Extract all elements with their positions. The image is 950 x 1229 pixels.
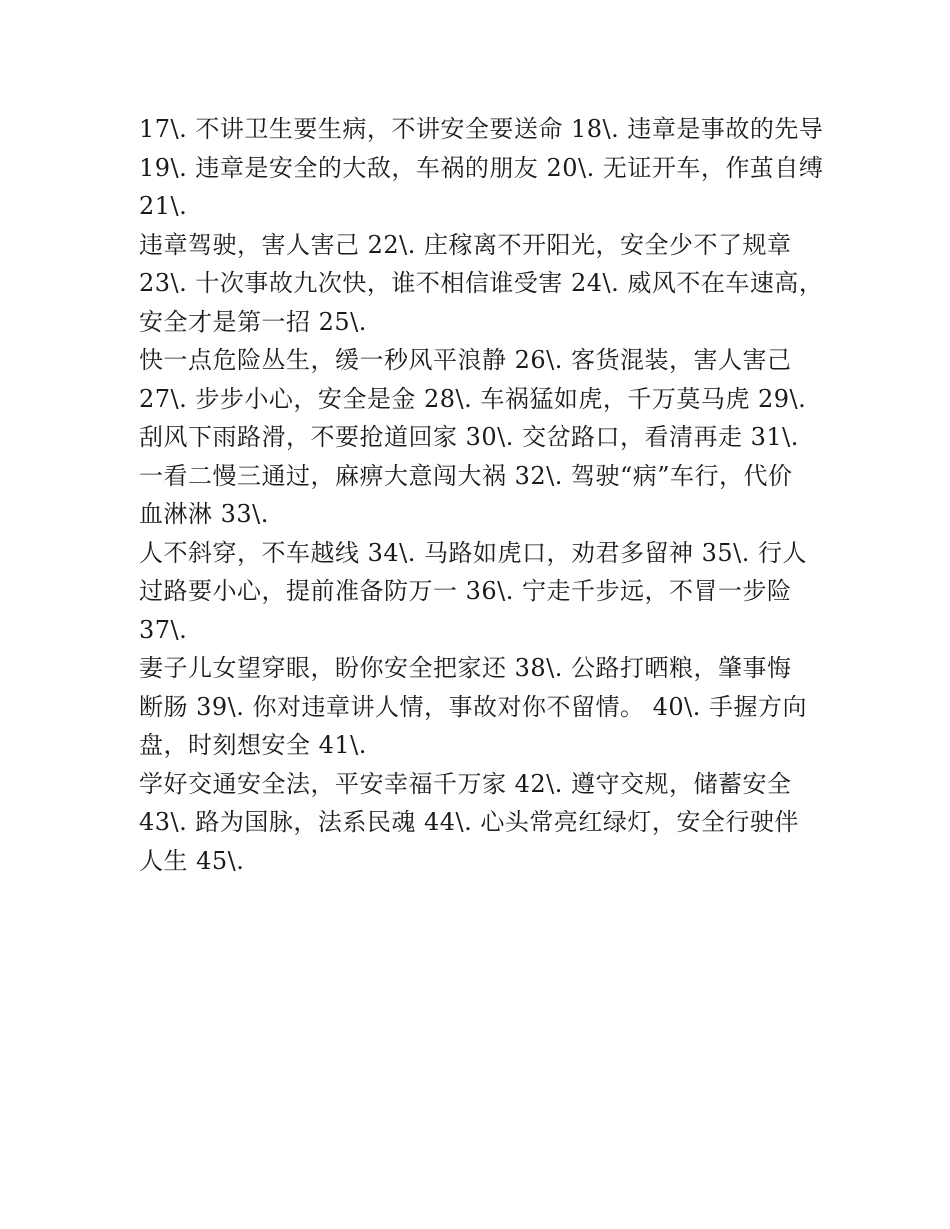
text-line: 快一点危险丛生，缓一秒风平浪静 26\. 客货混装，害人害己 xyxy=(139,346,792,374)
text-line: 43\. 路为国脉，法系民魂 44\. 心头常亮红绿灯，安全行驶伴 xyxy=(139,808,799,836)
text-line: 23\. 十次事故九次快，谁不相信谁受害 24\. 威风不在车速高， xyxy=(139,269,824,297)
document-body xyxy=(139,110,824,880)
text-line: 一看二慢三通过，麻痹大意闯大祸 32\. 驾驶“病”车行，代价 xyxy=(139,461,793,490)
text-line: 人不斜穿，不车越线 34\. 马路如虎口，劝君多留神 35\. 行人 xyxy=(139,538,808,567)
text-line: 学好交通安全法，平安幸福千万家 42\. 遵守交规，储蓄安全 xyxy=(139,769,792,798)
text-line: 人生 45\. xyxy=(139,846,245,875)
text-line: 违章驾驶，害人害己 22\. 庄稼离不开阳光，安全少不了规章 xyxy=(139,230,792,259)
text-line: 19\. 违章是安全的大敌，车祸的朋友 20\. 无证开车，作茧自缚 xyxy=(139,153,824,182)
text-line: 27\. 步步小心，安全是金 28\. 车祸猛如虎，千万莫马虎 29\. xyxy=(139,384,807,413)
text-line: 血淋淋 33\. xyxy=(139,500,269,528)
text-line: 断肠 39\. 你对违章讲人情，事故对你不留情。 40\. 手握方向 xyxy=(139,692,808,721)
text-line: 过路要小心，提前准备防万一 36\. 宁走千步远，不冒一步险 xyxy=(139,577,792,605)
text-line: 妻子儿女望穿眼，盼你安全把家还 38\. 公路打晒粮，肇事悔 xyxy=(139,654,792,682)
text-line: 安全才是第一招 25\. xyxy=(139,307,367,336)
text-line: 刮风下雨路滑，不要抢道回家 30\. 交岔路口，看清再走 31\. xyxy=(139,423,799,451)
text-line: 37\. xyxy=(139,615,188,644)
text-line: 17\. 不讲卫生要生病，不讲安全要送命 18\. 违章是事故的先导 xyxy=(139,115,824,143)
text-line: 盘，时刻想安全 41\. xyxy=(139,731,367,759)
text-line: 21\. xyxy=(139,192,188,220)
